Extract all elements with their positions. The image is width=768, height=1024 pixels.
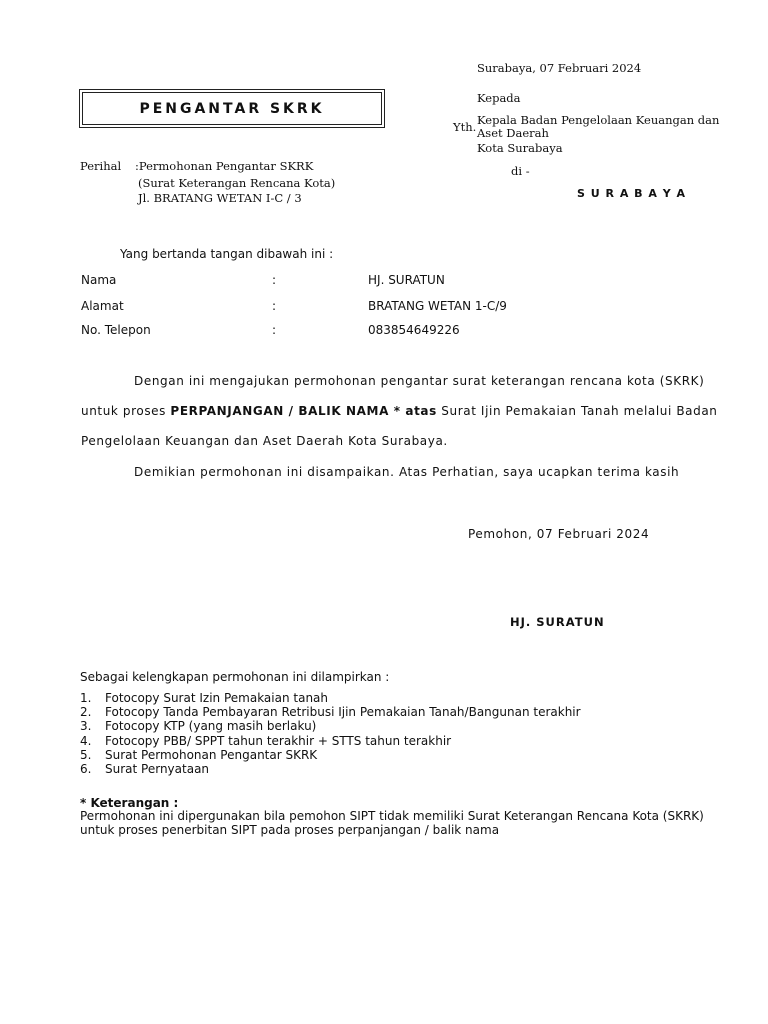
perihal-line-1: :Permohonan Pengantar SKRK [135, 159, 314, 173]
perihal-line-2: (Surat Keterangan Rencana Kota) [138, 176, 336, 190]
note-title: * Keterangan : [80, 796, 179, 810]
recipient-city: S U R A B A Y A [577, 187, 687, 200]
recipient-line-1: Kepala Badan Pengelolaan Keuangan dan [477, 113, 720, 127]
note-text: Permohonan ini dipergunakan bila pemohon SIPT tidak memiliki Surat Keterangan Rencana Kota (SKRK) untuk proses penerbitan SIPT pada proses perpanjangan / balik nama [80, 809, 704, 837]
field-colon-telepon: : [272, 323, 277, 337]
list-item: 5. Surat Permohonan Pengantar SKRK [80, 747, 318, 762]
recipient-line-3: Kota Surabaya [477, 141, 563, 155]
paragraph-line-2 [81, 404, 717, 418]
signature-date: Pemohon, 07 Februari 2024 [468, 527, 650, 541]
perihal-line-3: Jl. BRATANG WETAN I-C / 3 [138, 191, 302, 205]
closing-sentence: Demikian permohonan ini disampaikan. Atas Perhatian, saya ucapkan terima kasih [134, 465, 680, 479]
document-title: PENGANTAR SKRK [79, 89, 385, 128]
signatory-name: HJ. SURATUN [510, 615, 605, 629]
field-label-telepon: No. Telepon [81, 323, 151, 337]
field-value-telepon: 083854649226 [368, 323, 460, 337]
letter-date: Surabaya, 07 Februari 2024 [477, 61, 642, 75]
perihal-label: Perihal [80, 159, 122, 173]
field-label-nama: Nama [81, 273, 117, 287]
paragraph-line-2-bold: PERPANJANGAN / BALIK NAMA * atas [170, 404, 437, 418]
paragraph-line-3: Pengelolaan Keuangan dan Aset Daerah Kota Surabaya. [81, 434, 448, 448]
paragraph-line-1: Dengan ini mengajukan permohonan pengantar surat keterangan rencana kota (SKRK) [134, 374, 705, 388]
field-label-alamat: Alamat [81, 299, 124, 313]
paragraph-line-2-start: untuk proses [81, 404, 171, 418]
field-value-nama: HJ. SURATUN [368, 273, 445, 287]
di-label: di - [511, 164, 530, 178]
intro-text: Yang bertanda tangan dibawah ini : [120, 247, 334, 261]
attachments-list [80, 691, 581, 776]
attachments-intro: Sebagai kelengkapan permohonan ini dilampirkan : [80, 670, 390, 684]
list-item: 2. Fotocopy Tanda Pembayaran Retribusi Ijin Pemakaian Tanah/Bangunan terakhir [80, 705, 581, 720]
paragraph-line-2-end: Surat Ijin Pemakaian Tanah melalui Badan [436, 404, 718, 418]
list-item: 1. Fotocopy Surat Izin Pemakaian tanah [80, 691, 329, 705]
field-colon-nama: : [272, 273, 277, 287]
list-item: 6. Surat Pernyataan [80, 761, 210, 776]
field-colon-alamat: : [272, 299, 277, 313]
kepada-label: Kepada [477, 91, 521, 105]
list-item: 3. Fotocopy KTP (yang masih berlaku) [80, 719, 317, 734]
recipient-line-2: Aset Daerah [477, 126, 549, 140]
yth-label: Yth. [453, 120, 477, 134]
list-item: 4. Fotocopy PBB/ SPPT tahun terakhir + STTS tahun terakhir [80, 733, 452, 748]
field-value-alamat: BRATANG WETAN 1-C/9 [368, 299, 507, 313]
